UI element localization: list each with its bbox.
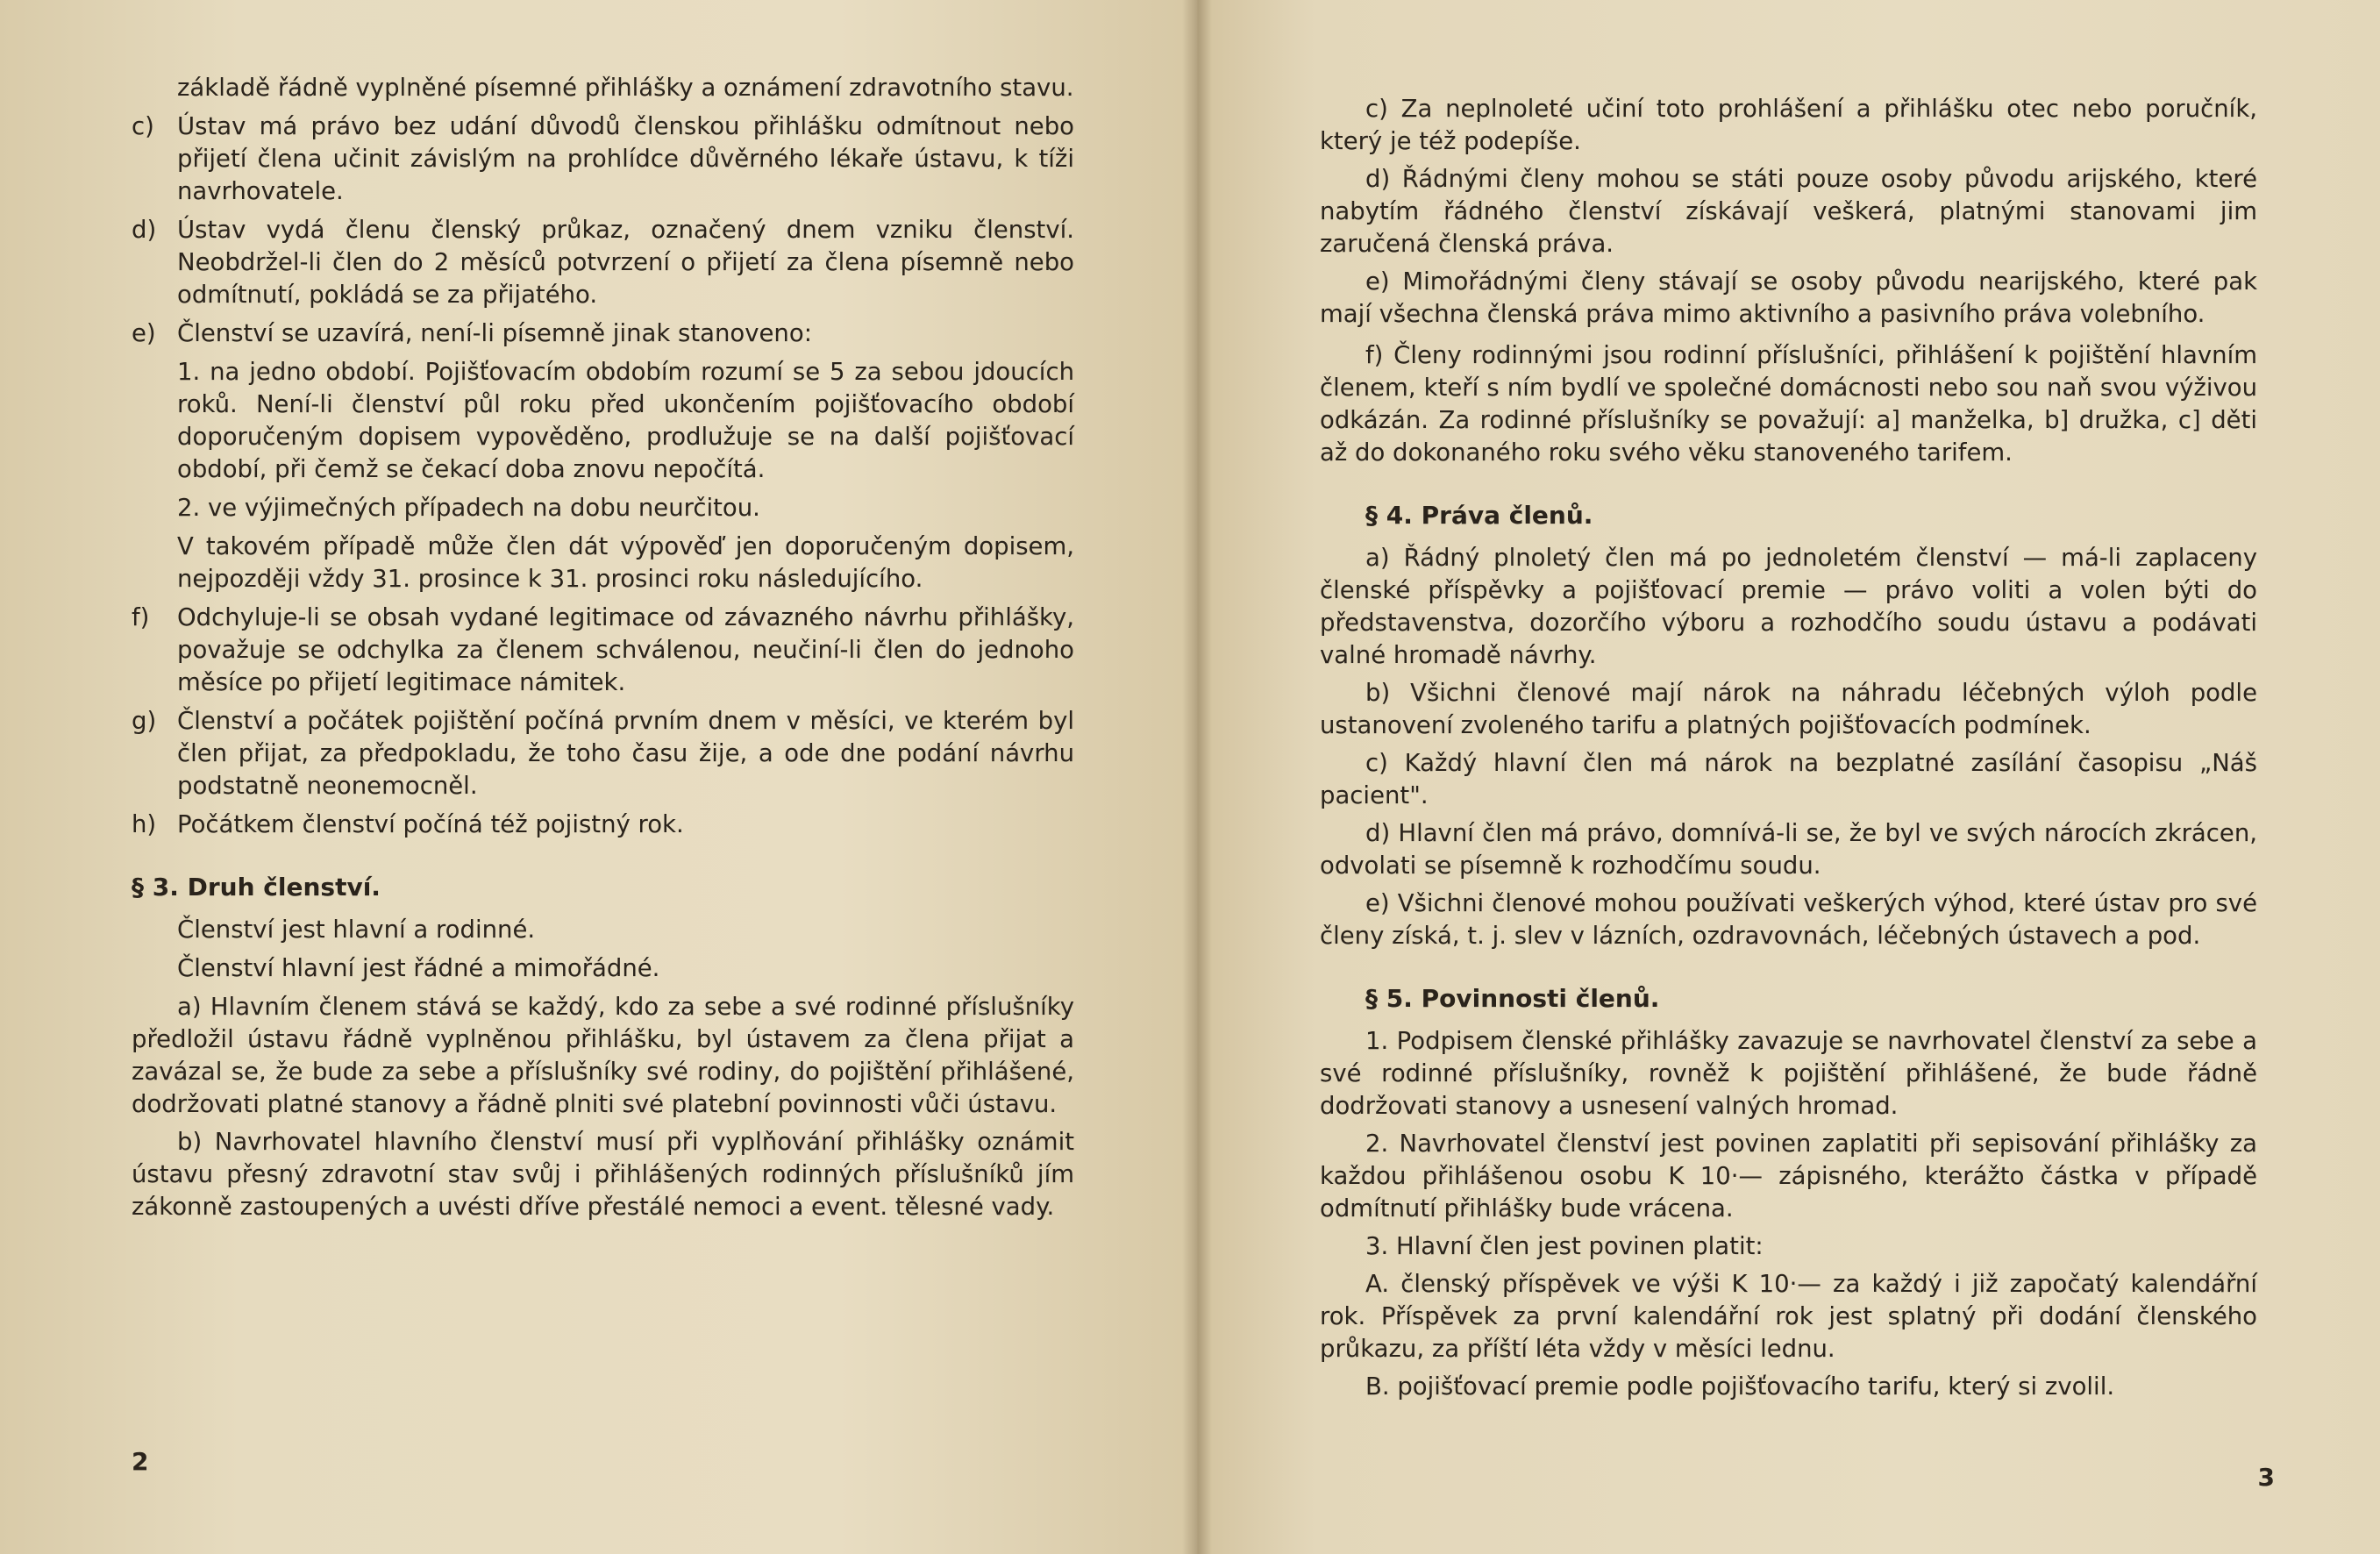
right-page — [1197, 0, 2380, 1554]
section-5-A: A. členský příspěvek ve výši K 10·— za každý i již započatý kalendářní rok. Příspěvek za první kalendářní rok jest splatný při dodání členského průkazu, za příští léta vždy v měsíci lednu. — [1320, 1270, 2257, 1363]
item-mark: e) — [132, 319, 156, 347]
right-c: c) Za neplnoleté učiní toto prohlášení a přihlášku otec nebo poručník, který je též podepíše. — [1320, 95, 2257, 155]
item-text: Členství se uzavírá, není-li písemně jinak stanoveno: — [177, 319, 812, 347]
item-text: Ústav vydá členu členský průkaz, označený dnem vzniku členství. Neobdržel-li člen do 2 měsíců potvrzení o přijetí za člena písemně nebo odmítnutí, pokládá se za přijatého. — [177, 216, 1074, 309]
item-h — [132, 809, 1074, 841]
item-mark: h) — [132, 810, 157, 838]
intro-text: základě řádně vyplněné písemné přihlášky a oznámení zdravotního stavu. — [177, 74, 1074, 102]
item-f — [132, 602, 1074, 699]
section-4-a: a) Řádný plnoletý člen má po jednoletém členství — má-li zaplaceny členské příspěvky a pojišťovací premie — právo voliti a volen býti do představenstva, dozorčího výboru a rozhodčího soudu ústavu a podávati valné hromadě návrhy. — [1320, 544, 2257, 669]
item-d — [132, 214, 1074, 311]
item-e — [132, 317, 1074, 350]
item-text: Členství a počátek pojištění počíná prvním dnem v měsíci, ve kterém byl člen přijat, za předpokladu, že toho času žije, a ode dne podání návrhu podstatně neonemocněl. — [177, 707, 1074, 800]
item-mark: g) — [132, 707, 157, 735]
section-5-1: 1. Podpisem členské přihlášky zavazuje se navrhovatel členství za sebe a své rodinné příslušníky, rovněž k pojištění přihlášené, že bude řádně dodržovati stanovy a usnesení valných hromad. — [1320, 1027, 2257, 1120]
item-c — [132, 110, 1074, 208]
section-4-heading: § 4. Práva členů. — [1365, 501, 1593, 530]
section-4-b: b) Všichni členové mají nárok na náhradu léčebných výloh podle ustanovení zvoleného tarifu a platných pojišťovacích podmínek. — [1320, 679, 2257, 739]
section-4-d: d) Hlavní člen má právo, domnívá-li se, že byl ve svých nárocích zkrácen, odvolati se písemně k rozhodčímu soudu. — [1320, 819, 2257, 880]
item-text: Odchyluje-li se obsah vydané legitimace od závazného návrhu přihlášky, považuje se odchylka za členem schválenou, neučiní-li člen do jednoho měsíce po přijetí legitimace námitek. — [177, 603, 1074, 696]
section-3-heading: § 3. Druh členství. — [132, 873, 381, 902]
item-mark: c) — [132, 112, 154, 140]
e-sub-3: V takovém případě může člen dát výpověď jen doporučeným dopisem, nejpozději vždy 31. prosince k 31. prosinci roku následujícího. — [177, 532, 1074, 593]
section-3-p1: Členství jest hlavní a rodinné. — [177, 916, 536, 944]
item-mark: f) — [132, 603, 150, 631]
item-text: Počátkem členství počíná též pojistný rok. — [177, 810, 684, 838]
right-d: d) Řádnými členy mohou se státi pouze osoby původu arijského, které nabytím řádného členství získávají veškerá, platnými stanovami jim zaručená členská práva. — [1320, 165, 2257, 258]
page-number-right: 3 — [2257, 1463, 2275, 1492]
section-3-a: a) Hlavním členem stává se každý, kdo za sebe a své rodinné příslušníky předložil ústavu řádně vyplněnou přihlášku, byl ústavem za člena přijat a zavázal se, že bude za sebe a příslušníky své rodiny, do pojištění přihlášené, dodržovati platné stanovy a řádně plniti své platební povinnosti vůči ústavu. — [132, 993, 1074, 1118]
section-5-2: 2. Navrhovatel členství jest povinen zaplatiti při sepisování přihlášky za každou přihlášenou osobu K 10·— zápisného, kterážto částka v případě odmítnutí přihlášky bude vrácena. — [1320, 1130, 2257, 1223]
section-4-c: c) Každý hlavní člen má nárok na bezplatné zasílání časopisu „Náš pacient". — [1320, 749, 2257, 809]
page-number-left: 2 — [132, 1447, 149, 1476]
section-3-p2: Členství hlavní jest řádné a mimořádné. — [177, 954, 660, 982]
right-e: e) Mimořádnými členy stávají se osoby původu nearijského, které pak mají všechna členská práva mimo aktivního a pasivního práva volebního. — [1320, 267, 2257, 328]
item-g — [132, 705, 1074, 802]
e-sub-2: 2. ve výjimečných případech na dobu neurčitou. — [177, 494, 760, 522]
right-f: f) Členy rodinnými jsou rodinní příslušníci, přihlášení k pojištění hlavním členem, kteří s ním bydlí ve společné domácnosti nebo sou naň svou výživou odkázán. Za rodinné příslušníky se považují: a] manželka, b] družka, c] děti až do dokonaného roku svého věku stanoveného tarifem. — [1320, 341, 2257, 467]
page-gutter — [1182, 0, 1212, 1554]
section-5-B: B. pojišťovací premie podle pojišťovacího tarifu, který si zvolil. — [1365, 1372, 2115, 1401]
e-sub-1: 1. na jedno období. Pojišťovacím obdobím rozumí se 5 za sebou jdoucích roků. Není-li členství půl roku před ukončením pojišťovacího období doporučeným dopisem vypověděno, prodlužuje se na další pojišťovací období, při čemž se čekací doba znovu nepočítá. — [177, 358, 1074, 483]
section-4-e: e) Všichni členové mohou používati veškerých výhod, které ústav pro své členy získá, t. j. slev v lázních, ozdravovnách, léčebných ústavech a pod. — [1320, 889, 2257, 950]
section-5-3: 3. Hlavní člen jest povinen platit: — [1365, 1232, 1764, 1260]
item-mark: d) — [132, 216, 157, 244]
section-3-b: b) Navrhovatel hlavního členství musí při vyplňování přihlášky oznámit ústavu přesný zdravotní stav svůj i přihlášených rodinných příslušníků jím zákonně zastoupených a uvésti dříve přestálé nemoci a event. tělesné vady. — [132, 1128, 1074, 1221]
section-5-heading: § 5. Povinnosti členů. — [1365, 984, 1660, 1013]
item-text: Ústav má právo bez udání důvodů členskou přihlášku odmítnout nebo přijetí člena učinit závislým na prohlídce důvěrného lékaře ústavu, k tíži navrhovatele. — [177, 112, 1074, 205]
